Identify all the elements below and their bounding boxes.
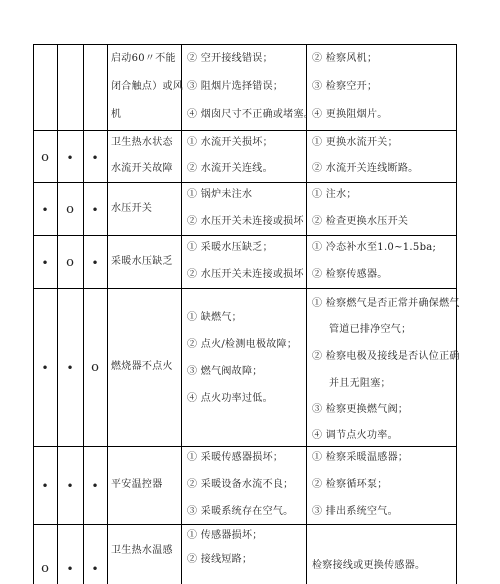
fault-description: 启动60〃不能 [111,53,176,64]
led-indicator-2: o [66,202,74,217]
possible-cause: ① 采暖传感器损坏； [187,452,284,463]
remedy: ② 检察电极及接线是否认位正确 [312,351,460,362]
remedy: ④ 调节点火功率。 [312,430,398,441]
possible-cause: ① 锅炉未注水 [187,189,253,200]
possible-cause: ④ 烟囱尺寸不正确或堵塞。 [187,109,315,120]
led-indicator-2: • [66,562,74,576]
possible-cause: ③ 阻烟片选择错误； [187,81,284,92]
led-indicator-2: • [66,479,74,493]
led-indicator-3: • [91,562,99,576]
row-divider [33,288,457,289]
possible-cause: ① 缺燃气； [187,312,242,323]
remedy: ② 水流开关连线断路。 [312,163,419,174]
table-border-top [33,44,457,45]
remedy: ② 检察循环泵； [312,479,388,490]
table-border-left [33,44,34,584]
fault-description: 卫生热水温感 [111,545,173,556]
possible-cause: ② 空开接线错误； [187,53,273,64]
led-indicator-1: • [41,256,49,270]
remedy: ④ 更换阻烟片。 [312,109,388,120]
fault-description: 燃烧器不点火 [111,361,173,372]
fault-code-table [33,44,460,584]
possible-cause: ① 采暖水压缺乏； [187,242,273,253]
remedy: ① 检察燃气是否正常并确保燃气 [312,298,460,309]
possible-cause: ② 采暖设备水流不良； [187,479,294,490]
fault-description: 水流开关故障 [111,163,173,174]
fault-description: 机 [111,109,122,120]
remedy: ① 更换水流开关； [312,137,398,148]
led-indicator-1: o [41,561,49,576]
possible-cause: ① 传感器损坏； [187,530,263,541]
fault-description: 水压开关 [111,203,153,214]
remedy: 并且无阻塞； [329,378,391,389]
remedy: ③ 检察更换燃气阀； [312,404,409,415]
possible-cause: ② 水压开关未连接或损坏 [187,269,304,280]
row-divider [33,182,457,183]
remedy: 检察接线或更换传感器。 [312,560,426,571]
led-indicator-2: • [66,361,74,375]
fault-description: 闭合触点）或风 [111,81,184,92]
possible-cause: ② 水压开关未连接或损坏 [187,216,304,227]
possible-cause: ② 接线短路； [187,554,253,565]
remedy: ① 检察采暖温感器； [312,452,409,463]
column-divider [83,44,84,584]
fault-description: 采暖水压缺乏 [111,256,173,267]
led-indicator-1: • [41,361,49,375]
possible-cause: ② 水流开关连线。 [187,163,273,174]
remedy: ③ 检察空开； [312,81,378,92]
row-divider [33,130,457,131]
possible-cause: ③ 燃气阀故障； [187,366,263,377]
led-indicator-3: • [91,203,99,217]
table-border-right [456,44,457,584]
possible-cause: ② 点火/检测电极故障； [187,339,298,350]
possible-cause: ③ 采暖系统存在空气。 [187,506,294,517]
remedy: ② 检察风机； [312,53,378,64]
remedy: ② 检查更换水压开关 [312,216,409,227]
fault-description: 卫生热水状态 [111,137,173,148]
column-divider [107,44,108,584]
led-indicator-1: • [41,203,49,217]
row-divider [33,235,457,236]
remedy: ③ 排出系统空气。 [312,506,398,517]
led-indicator-3: • [91,479,99,493]
remedy: ② 检察传感器。 [312,269,388,280]
led-indicator-2: o [66,255,74,270]
column-divider [181,44,182,584]
fault-description: 平安温控器 [111,479,163,490]
remedy: 管道已排净空气； [329,324,412,335]
remedy: ① 注水； [312,189,357,200]
row-divider [33,446,457,447]
row-divider [33,524,457,525]
possible-cause: ④ 点火功率过低。 [187,393,273,404]
led-indicator-1: o [41,150,49,165]
remedy: ① 冷态补水至1.0~1.5ba; [312,242,437,253]
led-indicator-3: o [91,360,99,375]
column-divider [306,44,307,584]
led-indicator-1: • [41,479,49,493]
led-indicator-2: • [66,151,74,165]
column-divider [57,44,58,584]
possible-cause: ① 水流开关损坏； [187,137,273,148]
led-indicator-3: • [91,151,99,165]
led-indicator-3: • [91,256,99,270]
